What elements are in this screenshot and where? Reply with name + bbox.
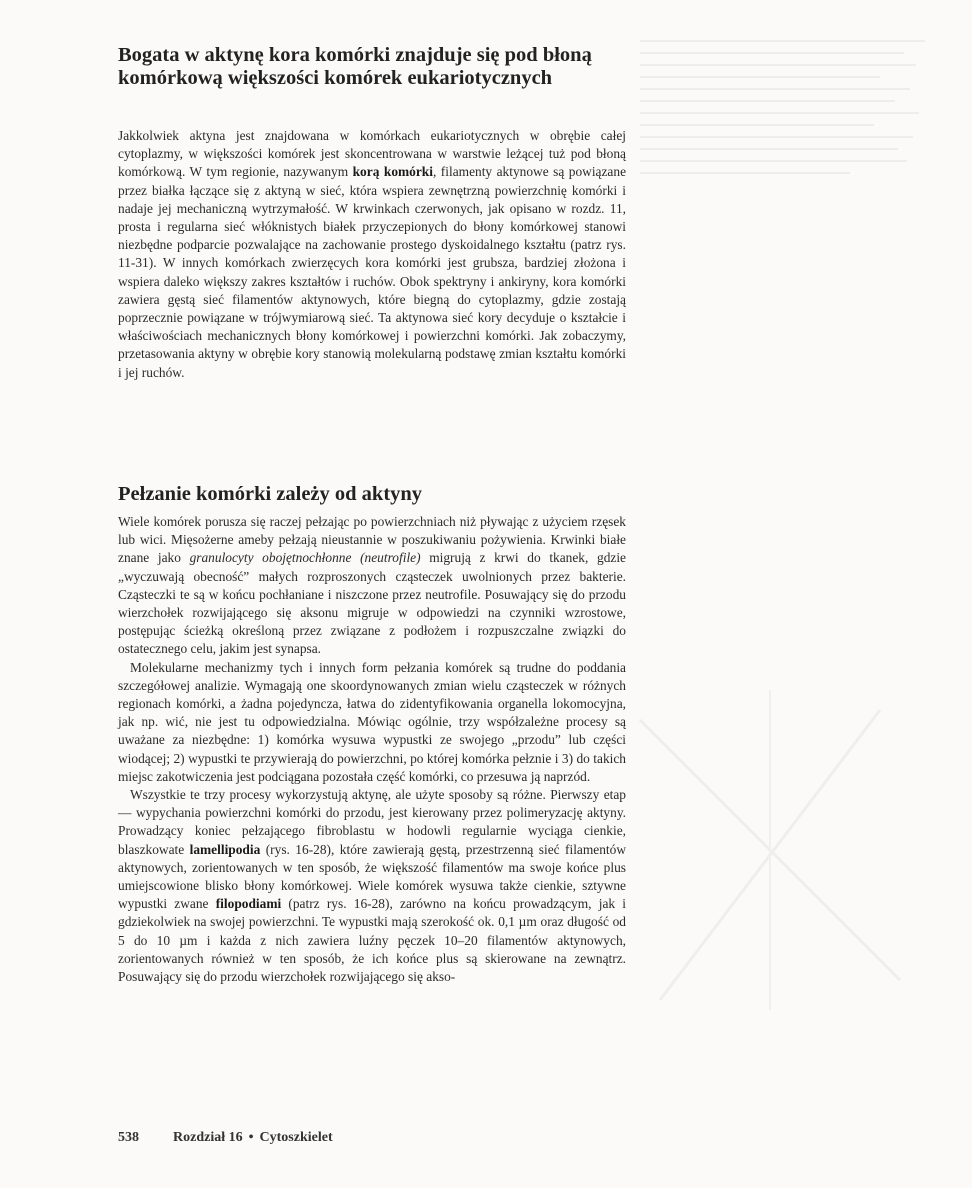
paragraph: Wiele komórek porusza się raczej pełzając po powierzchniach niż pływając z użyciem rzęsek lub wici. Mięsożerne ameby pełzają nieustannie w poszukiwaniu pożywienia. Krwinki białe znane jako granulocyty obojętnochłonne (neutrofile) migrują z krwi do tkanek, gdzie „wyczuwają obecność” małych rozproszonych cząsteczek uwolnionych przez bakterie. Cząsteczki te są w końcu pochłaniane i niszczone przez neutrofile. Posuwający się do przodu wierzchołek rozwijającego się aksonu migruje w odpowiedzi na czynniki wzrostowe, postępując ścieżką określoną przez związane z podłożem i rozpuszczalne związki do ostatecznego celu, jakim jest synapsa. — [118, 514, 626, 657]
key-term: filopodiami — [215, 896, 282, 912]
section-body-cortex — [118, 127, 626, 382]
page-footer — [118, 1130, 333, 1146]
bleed-through-text — [640, 30, 940, 450]
paragraph: Molekularne mechanizmy tych i innych form pełzania komórek są trudne do poddania szczegółowej analizie. Wymagają one skoordynowanych zmian wielu cząsteczek w różnych regionach komórki, a żadna pojedyncza, łatwa do zidentyfikowania organella lokomocyjna, jak np. wić, nie jest tu odpowiedzialna. Mówiąc ogólnie, trzy współzależne procesy są uważane za niezbędne: 1) komórka wysuwa wypustki ze swojego „przodu” lub części wiodącej; 2) wypustki te przywierają do powierzchni, po której komórka pełznie i 3) do takich miejsc zakotwiczenia jest podciągana pozostała część komórki, co przesuwa ją naprzód. — [118, 659, 626, 784]
paragraph: Wszystkie te trzy procesy wykorzystują aktynę, ale użyte sposoby są różne. Pierwszy etap — wypychania powierzchni komórki do przodu, jest kierowany przez polimeryzację aktyny. Prowadzący koniec pełzającego fibroblastu w hodowli regularnie wyciąga cienkie, blaszkowate lamellipodia (rys. 16-28), które zawierają gęstą, przestrzenną sieć filamentów aktynowych, zorientowanych w ten sposób, że większość filamentów ma swoje końce plus umiejscowione blisko błony komórkowej. Wiele komórek wysuwa także cienkie, sztywne wypustki zwane filopodiami (patrz rys. 16-28), zarówno na końcu prowadzącym, jak i gdziekolwiek na swojej powierzchni. Te wypustki mają szerokość ok. 0,1 µm oraz długość od 5 do 10 µm i każda z nich zawiera luźny pęczek 10–20 filamentów aktynowych, zorientowanych również w ten sposób, że ich końce plus są skierowane na zewnątrz. Posuwający się do przodu wierzchołek rozwijającego się akso- — [118, 787, 627, 985]
bullet-separator: • — [248, 1130, 254, 1145]
bleed-through-figure — [620, 680, 920, 1020]
section-body-crawling — [118, 513, 626, 986]
paragraph: Jakkolwiek aktyna jest znajdowana w komórkach eukariotycznych w obrębie całej cytoplazmy, w większości komórek jest skoncentrowana w warstwie leżącej tuż pod błoną komórkową. W tym regionie, nazywanym korą komórki, filamenty aktynowe są powiązane przez białka łączące się z aktyną w sieć, która wspiera zewnętrzną powierzchnię komórki i nadaje jej mechaniczną wytrzymałość. W krwinkach czerwonych, jak opisano w rozdz. 11, prosta i regularna sieć włóknistych białek przyczepionych do błony komórkowej stanowi niezbędne podparcie pozwalające na zachowanie prostego dyskoidalnego kształtu (patrz rys. 11-31). W innych komórkach zwierzęcych kora komórki jest grubsza, bardziej złożona i wspiera daleko większy zakres kształtów i ruchów. Obok spektryny i ankiryny, kora komórki zawiera gęstą sieć filamentów aktynowych, które biegną do cytoplazmy, gdzie zostają poprzecznie powiązane w trójwymiarową sieć. Ta aktynowa sieć kory decyduje o kształcie i właściwościach mechanicznych błony komórkowej i powierzchni komórki. Jak zobaczymy, przetasowania aktyny w obrębie kory stanowią molekularną podstawę zmian kształtu komórki i jej ruchów. — [118, 128, 627, 380]
page-number: 538 — [118, 1130, 139, 1145]
running-title — [173, 1130, 333, 1146]
chapter-title: Cytoszkielet — [259, 1130, 333, 1145]
section-heading-cortex: Bogata w aktynę kora komórki znajduje się pod błoną komórkową większości komórek eukariotycznych — [118, 44, 592, 89]
italic-term: granulocyty obojętnochłonne (neutrofile) — [189, 550, 421, 566]
key-term: lamellipodia — [189, 841, 261, 857]
section-heading-crawling: Pełzanie komórki zależy od aktyny — [118, 483, 423, 505]
key-term: korą komórki — [352, 164, 433, 180]
chapter-label: Rozdział 16 — [173, 1130, 243, 1145]
